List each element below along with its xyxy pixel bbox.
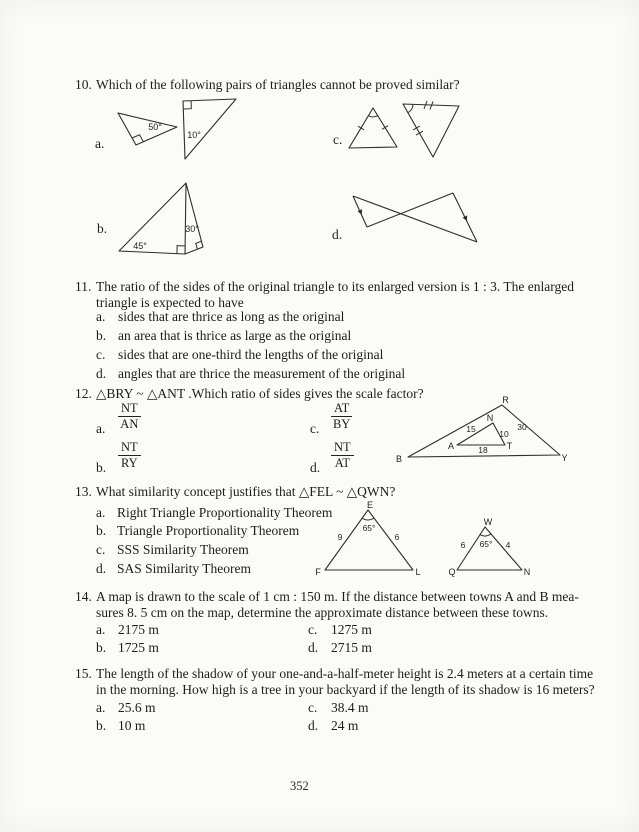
q10-figure-label-a: a. bbox=[95, 136, 105, 151]
q10-figure-d bbox=[330, 180, 500, 260]
q11-option-a-text: sides that are thrice as long as the original bbox=[118, 309, 345, 324]
fraction-numerator: AT bbox=[331, 402, 352, 417]
q15-text-line2: in the morning. How high is a tree in your backyard if the length of its shadow is 16 meters? bbox=[96, 682, 595, 697]
q15-option-c-letter: c. bbox=[308, 700, 318, 715]
angle-arc bbox=[362, 518, 374, 520]
q11-option-a-letter: a. bbox=[96, 309, 106, 324]
q10-figure-label-b: b. bbox=[97, 221, 108, 236]
q11-text-line2: triangle is expected to have bbox=[96, 295, 244, 310]
q13-number: 13. bbox=[75, 484, 92, 499]
q10-figure-a bbox=[95, 92, 245, 170]
fraction-denominator: RY bbox=[120, 456, 138, 470]
vertex-label-w: W bbox=[483, 517, 493, 527]
triangle-outline bbox=[349, 108, 397, 148]
q14-option-a-text: 2175 m bbox=[118, 622, 159, 637]
q10-text: Which of the following pairs of triangles cannot be proved similar? bbox=[96, 77, 460, 92]
fraction-denominator: AN bbox=[120, 417, 139, 431]
q15-option-a-letter: a. bbox=[96, 700, 106, 715]
q13-option-c-text: SSS Similarity Theorem bbox=[117, 542, 249, 557]
q10-figure-label-d: d. bbox=[332, 227, 343, 242]
vertex-label-r: R bbox=[502, 395, 509, 405]
q15-option-a-text: 25.6 m bbox=[118, 700, 156, 715]
vertex-label-e: E bbox=[366, 500, 374, 510]
vertex-label-n: N bbox=[486, 413, 494, 423]
q11-option-b-text: an area that is thrice as large as the original bbox=[118, 328, 352, 343]
right-angle-mark bbox=[183, 101, 191, 109]
side-label-qw: 6 bbox=[460, 540, 466, 550]
bowtie-outline bbox=[353, 193, 477, 242]
q15-option-d-letter: d. bbox=[308, 718, 319, 733]
side-label-an: 15 bbox=[466, 424, 476, 434]
side-label-fe: 9 bbox=[337, 532, 343, 542]
q14-number: 14. bbox=[75, 589, 92, 604]
q14-option-b-letter: b. bbox=[96, 640, 107, 655]
angle-arc bbox=[480, 534, 491, 536]
fraction-numerator: NT bbox=[331, 441, 354, 456]
q14-option-b-text: 1725 m bbox=[118, 640, 159, 655]
vertex-label-n: N bbox=[523, 567, 531, 577]
q11-text-line1: The ratio of the sides of the original triangle to its enlarged version is 1 : 3. The enlarged bbox=[96, 279, 575, 294]
page-number: 352 bbox=[290, 779, 309, 793]
side-label-nt: 10 bbox=[499, 429, 509, 439]
vertex-label-f: F bbox=[315, 567, 321, 577]
q13-option-d-text: SAS Similarity Theorem bbox=[117, 561, 251, 576]
vertex-label-y: Y bbox=[561, 453, 568, 463]
side-label-at: 18 bbox=[478, 445, 488, 455]
q13-figure bbox=[310, 498, 545, 578]
fraction-denominator: AT bbox=[334, 456, 350, 470]
q11-option-b-letter: b. bbox=[96, 328, 107, 343]
q13-option-b-text: Triangle Proportionality Theorem bbox=[117, 523, 300, 538]
q12-option-a-fraction bbox=[118, 402, 141, 431]
angle-label: 10° bbox=[187, 130, 201, 140]
q12-option-b-fraction bbox=[118, 441, 141, 470]
q14-option-d-letter: d. bbox=[308, 640, 319, 655]
q11-option-d-text: angles that are thrice the measurement of the original bbox=[118, 366, 406, 381]
vertex-label-a: A bbox=[447, 441, 455, 451]
q14-text-line2: sures 8. 5 cm on the map, determine the approximate distance between these towns. bbox=[96, 605, 549, 620]
vertex-label-t: T bbox=[506, 441, 513, 451]
q15-text-line1: The length of the shadow of your one-and-a-half-meter height is 2.4 meters at a certain time bbox=[96, 666, 594, 681]
q15-number: 15. bbox=[75, 666, 92, 681]
q15-option-b-letter: b. bbox=[96, 718, 107, 733]
angle-label: 45° bbox=[133, 241, 147, 251]
q13-option-b-letter: b. bbox=[96, 523, 107, 538]
tick-mark bbox=[358, 126, 364, 130]
q12-option-c-letter: c. bbox=[310, 421, 320, 436]
triangle-outline bbox=[403, 104, 459, 157]
fraction-numerator: NT bbox=[118, 441, 141, 456]
q12-option-d-fraction bbox=[331, 441, 354, 470]
q14-option-c-text: 1275 m bbox=[331, 622, 372, 637]
q14-option-d-text: 2715 m bbox=[331, 640, 372, 655]
q12-option-b-letter: b. bbox=[96, 460, 107, 475]
q14-text-line1: A map is drawn to the scale of 1 cm : 150 m. If the distance between towns A and B mea- bbox=[96, 589, 579, 604]
right-angle-mark bbox=[177, 246, 185, 254]
q10-number: 10. bbox=[75, 77, 92, 92]
q13-option-c-letter: c. bbox=[96, 542, 106, 557]
q13-option-d-letter: d. bbox=[96, 561, 107, 576]
q10-figure-c bbox=[340, 95, 470, 165]
vertex-label-l: L bbox=[415, 567, 421, 577]
q10-figure-b bbox=[95, 178, 225, 263]
fraction-numerator: NT bbox=[118, 402, 141, 417]
angle-label: 65° bbox=[479, 539, 493, 549]
angle-arc bbox=[408, 104, 413, 112]
q12-option-c-fraction bbox=[331, 402, 352, 431]
q15-option-c-text: 38.4 m bbox=[331, 700, 369, 715]
q15-option-b-text: 10 m bbox=[118, 718, 146, 733]
q12-option-a-letter: a. bbox=[96, 421, 106, 436]
q13-text: What similarity concept justifies that △FEL ~ △QWN? bbox=[96, 484, 396, 499]
q12-option-d-letter: d. bbox=[310, 460, 321, 475]
q12-figure bbox=[390, 390, 575, 468]
vertex-label-b: B bbox=[395, 454, 403, 464]
angle-label: 65° bbox=[362, 523, 376, 533]
q11-option-c-text: sides that are one-third the lengths of the original bbox=[118, 347, 384, 362]
q13-option-a-text: Right Triangle Proportionality Theorem bbox=[117, 505, 333, 520]
q13-option-a-letter: a. bbox=[96, 505, 106, 520]
triangle-outline bbox=[185, 183, 203, 254]
tick-mark bbox=[382, 126, 388, 130]
q14-option-a-letter: a. bbox=[96, 622, 106, 637]
q11-option-c-letter: c. bbox=[96, 347, 106, 362]
angle-arc bbox=[368, 116, 377, 117]
side-label-wn: 4 bbox=[505, 540, 511, 550]
q12-text: △BRY ~ △ANT .Which ratio of sides gives the scale factor? bbox=[96, 386, 424, 401]
q10-figure-label-c: c. bbox=[333, 132, 343, 147]
angle-label: 30° bbox=[185, 224, 199, 234]
angle-label: 50° bbox=[148, 122, 162, 132]
q15-option-d-text: 24 m bbox=[331, 718, 359, 733]
vertex-label-q: Q bbox=[448, 567, 456, 577]
triangle-outline bbox=[119, 183, 186, 254]
q12-number: 12. bbox=[75, 386, 92, 401]
q14-option-c-letter: c. bbox=[308, 622, 318, 637]
q11-number: 11. bbox=[75, 279, 92, 294]
side-label-ry: 30 bbox=[517, 422, 527, 432]
q11-option-d-letter: d. bbox=[96, 366, 107, 381]
fraction-denominator: BY bbox=[332, 417, 351, 431]
side-label-el: 6 bbox=[394, 532, 400, 542]
